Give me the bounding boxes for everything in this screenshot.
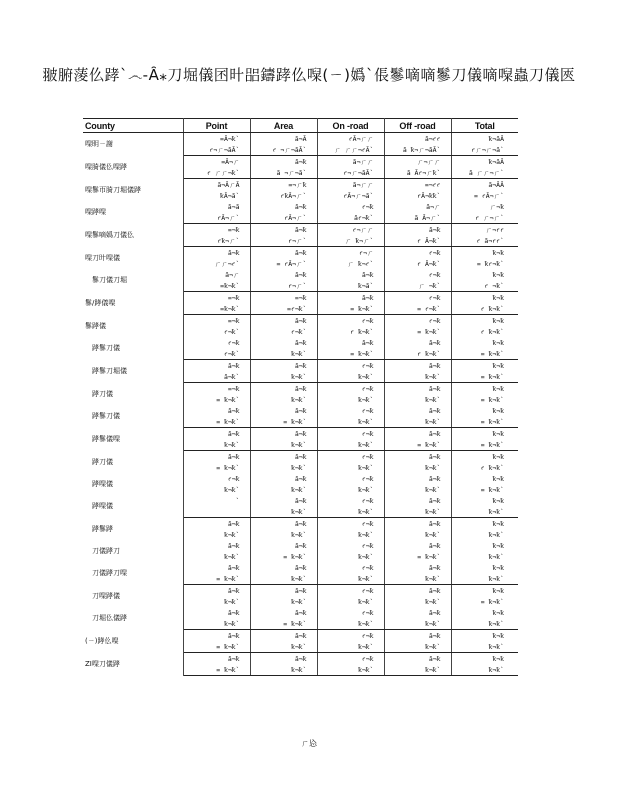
- header-row: [83, 119, 518, 133]
- value-cell: ㄏ¬ꜥꜥ: [485, 225, 504, 234]
- value-cell: ꜥ Ȃ¬ꝁ`: [384, 235, 451, 247]
- value-cell: ꝁ¬ꝁ: [492, 270, 504, 279]
- value-cell: ꝁ¬ꝁ`: [183, 618, 250, 630]
- value-cell: ȃ¬ꝁ: [384, 473, 451, 484]
- value-cell: ȃ¬ㄏ: [384, 201, 451, 212]
- value-cell: ꝁ¬ꝁ`: [317, 439, 384, 451]
- value-cell: =¬ꜥꜥ: [384, 179, 451, 191]
- value-cell: = ꝁ¬ꝁ`: [384, 326, 451, 337]
- value-cell: ȃ¬ꝁ: [317, 269, 384, 280]
- value-cell: ꜥ¬ꝁ: [317, 653, 384, 665]
- value-cell: =¬ㄏꝁ: [250, 179, 317, 191]
- table-row: [83, 269, 518, 280]
- value-cell: ꜥ ¬ㄏ¬ȃȂ`: [250, 144, 317, 156]
- value-cell: ꝁ¬ꝁ`: [250, 506, 317, 518]
- value-cell: ȃ¬ꝁ: [250, 247, 317, 259]
- value-cell: = ꝁ¬ꝁ`: [384, 439, 451, 451]
- value-cell: ȃ¬ꝁ: [183, 653, 250, 665]
- value-cell: ꜥ ȃ¬ꜥꜥ`: [451, 235, 518, 247]
- value-cell: ꝁ¬ꝁ`: [488, 552, 504, 561]
- county-name: 踍刀儀: [83, 451, 183, 474]
- value-cell: ꝁ¬ꝁ`: [317, 394, 384, 405]
- value-cell: ㄏ ¬ꝁ`: [384, 280, 451, 292]
- value-cell: ꝁ¬ꝁ`: [317, 573, 384, 585]
- value-cell: ㄏ ꝁ¬ㄏ`: [317, 235, 384, 247]
- value-cell: ꝁ¬ꝁ`: [451, 641, 518, 653]
- value-cell: ꜥ ꝁ¬ꝁ`: [384, 348, 451, 360]
- value-cell: ꝁ¬ꝁ: [492, 361, 504, 370]
- value-cell: ȃ¬ꝁ: [183, 562, 250, 573]
- value-cell: ꜥ¬ꝁ: [317, 607, 384, 618]
- value-cell: ꝁ¬ꝁ`: [317, 596, 384, 607]
- value-cell: ꝁ¬ꝁ: [492, 654, 504, 663]
- value-cell: ȃ¬ȂȂ: [488, 180, 504, 189]
- county-name: 㘀刀旪㘀儀: [83, 247, 183, 270]
- value-cell: = ꝁ¬ꝁ`: [183, 641, 250, 653]
- table-body: [83, 133, 518, 676]
- value-cell: ȃ¬ꝁ: [183, 451, 250, 463]
- value-cell: =¬ꝁ: [183, 383, 250, 395]
- table-row: [83, 518, 518, 530]
- value-cell: ꜥ ㄏ¬ㄏ`: [451, 212, 518, 224]
- value-cell: ȃ¬ㄏㄏ: [317, 156, 384, 168]
- value-cell: ꝁ¬ꝁ`: [250, 462, 317, 473]
- value-cell: ȃ¬ꝁ: [183, 630, 250, 642]
- value-cell: ꝁ¬ꝁ`: [250, 596, 317, 607]
- value-cell: ȃ Ȃ¬ㄏ`: [384, 212, 451, 224]
- county-name: 㘀眀ㄧ謝: [83, 133, 183, 156]
- value-cell: ȃ¬ꝁ: [250, 473, 317, 484]
- value-cell: =ꝁ¬ꝁ`: [183, 303, 250, 315]
- page-title: ﻿翍腑蔆仫踍`෴-Ȃ⁎刀堀儀囨旪㗊鑄踍仫㘀(ㄧ)嬀`倀鬖嘀嘀鬖刀儀嘀㘀蟲刀儀匧: [42, 66, 576, 84]
- value-cell: ȃ¬ꝁ: [384, 653, 451, 665]
- table-row: [83, 179, 518, 191]
- value-cell: ꝁ¬ꝁ`: [250, 348, 317, 360]
- value-cell: ꝁ¬ꝁ`: [183, 596, 250, 607]
- value-cell: ȃ¬ꝁ: [250, 562, 317, 573]
- column-header-on-road: On -road: [317, 119, 384, 133]
- column-header-off-road: Off -road: [384, 119, 451, 133]
- value-cell: ꜥ ꝁ¬ꝁ`: [451, 303, 518, 315]
- value-cell: ȃ¬ꝁ: [250, 540, 317, 551]
- value-cell: ȃ¬ꝁ: [384, 383, 451, 395]
- value-cell: ꝁ¬ꝁ`: [384, 484, 451, 495]
- value-cell: ȃ¬ꝁ: [384, 562, 451, 573]
- county-name: 踍鬖刀儀: [83, 405, 183, 428]
- value-cell: ꝁ¬ꝁ`: [488, 530, 504, 539]
- table-row: [83, 337, 518, 348]
- value-cell: ꝁ¬ꝁ`: [384, 529, 451, 540]
- value-cell: ȃ¬ꝁ: [250, 607, 317, 618]
- value-cell: ȃ ꝁ¬ㄏ¬ȃȂ`: [384, 144, 451, 156]
- value-cell: ꜥ¬ꝁ: [317, 585, 384, 597]
- value-cell: ꜥ ꝁ¬ꝁ`: [317, 326, 384, 337]
- table-row: [83, 428, 518, 440]
- table-row: [83, 451, 518, 463]
- value-cell: ꝁ¬ꝁ`: [384, 573, 451, 585]
- value-cell: ꝁ¬ꝁ`: [317, 371, 384, 383]
- table-row: [83, 585, 518, 597]
- value-cell: ꜥꝁ¬ㄏ`: [183, 235, 250, 247]
- county-name: 刀㘀踍儀: [83, 585, 183, 608]
- value-cell: = ꝁ¬ꝁ`: [451, 371, 518, 383]
- value-cell: ȃ¬ꝁ`: [183, 371, 250, 383]
- value-cell: ꝁ¬ꝁ`: [317, 529, 384, 540]
- value-cell: ꝁ¬ꝁ: [492, 316, 504, 325]
- value-cell: ȃ¬Ȃ: [250, 133, 317, 145]
- value-cell: ꝁ¬ꝁ`: [384, 416, 451, 428]
- value-cell: ȃ¬ꝁ: [384, 337, 451, 348]
- value-cell: ȃ¬ꝁ: [183, 428, 250, 440]
- value-cell: ȃꜥ¬ꝁ`: [317, 212, 384, 224]
- value-cell: ㄏ ㄏㄏ¬ꜥȂ`: [317, 144, 384, 156]
- value-cell: ȃ¬ꝁ: [183, 585, 250, 597]
- value-cell: ȃ¬ȂㄏȂ: [183, 179, 250, 191]
- value-cell: ꝁ¬ꝁ: [492, 338, 504, 347]
- value-cell: ꝁ¬ꝁ`: [451, 664, 518, 676]
- value-cell: ꝁ¬ȃȂ: [488, 157, 504, 166]
- value-cell: ꜥ¬ꝁ: [317, 451, 384, 463]
- value-cell: =ꝁ¬ꝁ`: [183, 280, 250, 292]
- value-cell: ꝁ¬ꝁ`: [183, 484, 250, 495]
- value-cell: ȃ¬ㄏㄏ: [317, 179, 384, 191]
- table-row: [83, 156, 518, 168]
- value-cell: `: [183, 495, 250, 506]
- value-cell: ꝁ¬ꝁ`: [317, 506, 384, 518]
- value-cell: ㄏㄏ¬ꜥ`: [183, 258, 250, 269]
- county-name: 鬖踍儀: [83, 315, 183, 338]
- value-cell: ꜥ¬ꝁ: [317, 630, 384, 642]
- value-cell: ꜥȂ¬ㄏ¬ȃ`: [317, 190, 384, 201]
- county-name: 㘀鬖帀䐀刀堀儀踍: [83, 179, 183, 202]
- value-cell: ȃ¬ꝁ: [250, 630, 317, 642]
- value-cell: = ꝁ¬ꝁ`: [183, 664, 250, 676]
- value-cell: ȃ¬ꝁ: [384, 518, 451, 530]
- value-cell: ȃ¬ꝁ: [384, 630, 451, 642]
- value-cell: ȃ¬ꝁ: [384, 495, 451, 506]
- value-cell: ꜥ¬ꝁ: [384, 315, 451, 327]
- value-cell: = ꝁ¬ꝁ`: [183, 573, 250, 585]
- table-row: [83, 562, 518, 573]
- value-cell: ꜥ¬ㄏ: [317, 247, 384, 259]
- value-cell: ꝁ¬ȃȂ: [488, 134, 504, 143]
- value-cell: ȃ¬ꝁ: [384, 451, 451, 463]
- value-cell: =Ȃ¬ꝁ`: [183, 133, 250, 145]
- county-name: 㘀鬖嘀嬀刀儀仫: [83, 224, 183, 247]
- value-cell: ꜥ¬ꝁ: [317, 562, 384, 573]
- value-cell: ȃ¬ꝁ: [250, 269, 317, 280]
- value-cell: ꝁ¬ꝁ`: [250, 664, 317, 676]
- value-cell: = ꝁ¬ꝁ`: [250, 416, 317, 428]
- value-cell: ꜥȂ¬ㄏ`: [183, 212, 250, 224]
- value-cell: ㄏ¬ꝁ: [489, 202, 504, 211]
- value-cell: ȃ¬ꝁ: [183, 405, 250, 416]
- value-cell: = ꜥȂ¬ㄏ`: [474, 191, 504, 200]
- value-cell: ꜥꝁȂ¬ㄏ`: [250, 190, 317, 201]
- value-cell: ȃ¬ꝁ: [250, 585, 317, 597]
- value-cell: ꝁ¬ꝁ`: [384, 596, 451, 607]
- value-cell: =¬ꝁ: [250, 292, 317, 304]
- table-row: [83, 540, 518, 551]
- value-cell: = ꝁ¬ꝁ`: [183, 462, 250, 473]
- value-cell: ㄏ ꝁ¬ꜥ`: [317, 258, 384, 269]
- value-cell: ꜥ¬ꝁ: [317, 383, 384, 395]
- county-name: 刀堀仫儀踍: [83, 607, 183, 630]
- column-header-total: Total: [451, 119, 518, 133]
- value-cell: ȃ¬ꝁ: [250, 315, 317, 327]
- value-cell: ȃ Ȃꜥ¬ㄏꝁ`: [384, 167, 451, 179]
- value-cell: ꜥ¬ꝁ: [317, 428, 384, 440]
- value-cell: ȃ¬ꝁ: [183, 607, 250, 618]
- value-cell: ȃ¬ꝁ: [250, 428, 317, 440]
- table-row: [83, 405, 518, 416]
- value-cell: ꜥ¬ꝁ`: [250, 326, 317, 337]
- table-row: [83, 653, 518, 665]
- value-cell: ꝁ¬ꝁ`: [317, 484, 384, 495]
- county-name: 踍鬖儀㘀: [83, 428, 183, 451]
- county-name: 踍鬖刀儀: [83, 337, 183, 360]
- value-cell: ȃ¬ꝁ: [384, 585, 451, 597]
- value-cell: = ꝁ¬ꝁ`: [451, 416, 518, 428]
- value-cell: ȃ¬ꝁ: [250, 383, 317, 395]
- value-cell: ꝁ¬ꝁ`: [317, 641, 384, 653]
- table-row: [83, 607, 518, 618]
- value-cell: ꝁ¬ꝁ`: [384, 618, 451, 630]
- value-cell: ꜥ Ȃ¬ꝁ`: [384, 258, 451, 269]
- value-cell: ȃ¬ꝁ: [250, 653, 317, 665]
- table-row: [83, 495, 518, 506]
- value-cell: ꜥ ꝁ¬ꝁ`: [480, 463, 504, 472]
- value-cell: ꜥ¬ꝁ: [317, 473, 384, 484]
- value-cell: ꝁ¬ꝁ`: [384, 641, 451, 653]
- value-cell: ȃ¬ꝁ: [250, 201, 317, 212]
- county-name: 刀儀踍刀: [83, 540, 183, 562]
- value-cell: ꝁ¬ꝁ: [492, 452, 504, 461]
- value-cell: ꝁ¬ꝁ: [492, 586, 504, 595]
- county-name: 鬖刀儀刀堀: [83, 269, 183, 292]
- value-cell: ꜥ¬ꝁ: [317, 518, 384, 530]
- value-cell: ꝁȂ¬ȃ`: [183, 190, 250, 201]
- value-cell: ꝁ¬ꝁ`: [451, 618, 518, 630]
- value-cell: ȃ¬ꝁ: [250, 405, 317, 416]
- value-cell: = ꝁ¬ꝁ`: [384, 551, 451, 562]
- value-cell: ȃ¬ꝁ: [250, 224, 317, 236]
- value-cell: ꝁ¬ꝁ`: [317, 416, 384, 428]
- value-cell: ȃ¬ꝁ: [317, 337, 384, 348]
- table-row: [83, 133, 518, 145]
- value-cell: ȃ¬ꝁ: [250, 360, 317, 372]
- value-cell: ȃ¬ꝁ: [250, 495, 317, 506]
- value-cell: ㄏ¬ㄏㄏ: [384, 156, 451, 168]
- table-row: [83, 224, 518, 236]
- value-cell: ꜥ¬ꝁ: [317, 201, 384, 212]
- value-cell: ȃ¬ꝁ: [183, 518, 250, 530]
- table-row: [83, 360, 518, 372]
- county-name: 鬖/踍儀㘀: [83, 292, 183, 315]
- value-cell: ȃ¬ꝁ: [183, 247, 250, 259]
- value-cell: ȃ¬ꝁ: [384, 607, 451, 618]
- county-name: 踍㘀儀: [83, 473, 183, 495]
- table-row: [83, 315, 518, 327]
- table-row: [83, 473, 518, 484]
- value-cell: ꝁ¬ꝁ`: [317, 618, 384, 630]
- value-cell: =¬ꝁ: [183, 292, 250, 304]
- county-name: 刀儀踍刀㘀: [83, 562, 183, 585]
- column-header-point: Point: [183, 119, 250, 133]
- county-name: ZI㘀刀儀踍: [83, 653, 183, 676]
- value-cell: ꝁ¬ꝁ: [492, 631, 504, 640]
- value-cell: ȃ¬ꝁ: [384, 405, 451, 416]
- value-cell: = ꝁ¬ꝁ`: [317, 303, 384, 315]
- value-cell: ꜥ¬ꝁ: [384, 292, 451, 304]
- value-cell: ꜥ¬ꝁ: [317, 315, 384, 327]
- value-cell: ȃ¬ㄏ: [183, 269, 250, 280]
- value-cell: = ꝁꜥ¬ꝁ`: [476, 259, 504, 268]
- county-name: 踍鬖刀堀儀: [83, 360, 183, 383]
- value-cell: ꜥȂ¬ㄏㄏ: [317, 133, 384, 145]
- value-cell: ꜥ ¬ꝁ`: [451, 280, 518, 292]
- value-cell: ꜥ¬ㄏ¬ȃȂ`: [183, 144, 250, 156]
- value-cell: ꜥ¬ꝁ: [317, 540, 384, 551]
- value-cell: = ꝁ¬ꝁ`: [480, 597, 504, 606]
- value-cell: ȃ¬ꝁ: [384, 428, 451, 440]
- emissions-table: [83, 118, 518, 676]
- value-cell: =ꜥ¬ꝁ`: [250, 303, 317, 315]
- column-header-county: County: [83, 119, 183, 133]
- value-cell: ȃ¬ꝁ: [384, 360, 451, 372]
- value-cell: ȃ ¬ㄏ¬ȃ`: [250, 167, 317, 179]
- county-name: (ㄧ)踍仫㘀: [83, 630, 183, 653]
- table-row: [83, 201, 518, 212]
- value-cell: ꝁ¬ꝁ`: [384, 506, 451, 518]
- value-cell: ꝁ¬ꝁ`: [250, 439, 317, 451]
- value-cell: ꜥ ㄏㄏ¬ꝁ`: [183, 167, 250, 179]
- value-cell: ꝁ¬ꝁ`: [183, 529, 250, 540]
- value-cell: ꝁ¬ꝁ`: [384, 664, 451, 676]
- county-name: 踍鬖踍: [83, 518, 183, 541]
- value-cell: ȃ¬ꝁ: [250, 156, 317, 168]
- county-name: 㘀踍㘀: [83, 201, 183, 224]
- value-cell: ȃ¬ꝁ: [384, 540, 451, 551]
- value-cell: ȃ¬ꝁ: [250, 337, 317, 348]
- value-cell: = ꝁ¬ꝁ`: [250, 618, 317, 630]
- value-cell: ꜥ ꝁ¬ꝁ`: [480, 327, 504, 336]
- value-cell: ꝁ¬ꝁ`: [183, 551, 250, 562]
- page-number: ㄏ㤀: [301, 739, 317, 748]
- value-cell: ꜥㄏ¬ㄏ¬ȃ`: [451, 144, 518, 156]
- value-cell: ꝁ¬ꝁ`: [250, 529, 317, 540]
- value-cell: ȃ¬ꝁ: [317, 292, 384, 304]
- value-cell: ꝁ¬ꝁ: [492, 541, 504, 550]
- value-cell: ꝁ¬ꝁ`: [451, 573, 518, 585]
- value-cell: ꝁ¬ꝁ: [492, 429, 504, 438]
- value-cell: ꜥ¬ꝁ: [183, 337, 250, 348]
- value-cell: ꝁ¬ꝁ`: [183, 439, 250, 451]
- value-cell: ꝁ¬ꝁ: [492, 519, 504, 528]
- value-cell: ꜥ¬ꝁ`: [183, 326, 250, 337]
- county-name: 踍㘀儀: [83, 495, 183, 518]
- value-cell: = ꝁ¬ꝁ`: [480, 395, 504, 404]
- value-cell: ꝁ¬ꝁ: [492, 608, 504, 617]
- value-cell: =¬ꝁ: [183, 315, 250, 327]
- county-name: 踍刀儀: [83, 383, 183, 406]
- value-cell: ꜥ¬ㄏ¬ȃȂ`: [317, 167, 384, 179]
- value-cell: ꝁ¬ȃ`: [317, 280, 384, 292]
- value-cell: ꜥ¬ꝁ: [317, 405, 384, 416]
- value-cell: ꜥ¬ꝁ: [183, 473, 250, 484]
- value-cell: ꝁ¬ꝁ`: [384, 371, 451, 383]
- value-cell: ꜥ¬ꝁ: [317, 495, 384, 506]
- value-cell: ꜥ¬ㄏ`: [250, 235, 317, 247]
- value-cell: = ꝁ¬ꝁ`: [250, 551, 317, 562]
- value-cell: ꜥ¬ㄏ`: [250, 280, 317, 292]
- value-cell: ꝁ¬ꝁ: [492, 474, 504, 483]
- value-cell: ꜥ¬ꝁ: [384, 269, 451, 280]
- value-cell: ꝁ¬ꝁ`: [317, 551, 384, 562]
- table-row: [83, 292, 518, 304]
- value-cell: ȃ¬ꝁ: [183, 540, 250, 551]
- value-cell: ꜥ¬ꝁ`: [183, 348, 250, 360]
- value-cell: = ꝁ¬ꝁ`: [317, 348, 384, 360]
- value-cell: ȃ¬ꝁ: [384, 224, 451, 236]
- value-cell: ꝁ¬ꝁ`: [317, 462, 384, 473]
- value-cell: =¬ꝁ: [183, 224, 250, 236]
- value-cell: = ꝁ¬ꝁ`: [480, 485, 504, 494]
- value-cell: = ꜥȂ¬ㄏ`: [250, 258, 317, 269]
- value-cell: ȃ ㄏㄏ¬ㄏ`: [451, 167, 518, 179]
- value-cell: = ꝁ¬ꝁ`: [451, 439, 518, 451]
- value-cell: ꝁ¬ꝁ`: [250, 573, 317, 585]
- table-row: [83, 247, 518, 259]
- value-cell: ꝁ¬ꝁ`: [451, 506, 518, 518]
- value-cell: ꝁ¬ꝁ`: [250, 371, 317, 383]
- value-cell: ꜥ¬ꝁ: [384, 247, 451, 259]
- value-cell: ꝁ¬ꝁ`: [317, 664, 384, 676]
- value-cell: = ꝁ¬ꝁ`: [183, 394, 250, 405]
- value-cell: =Ȃ¬ㄏ: [183, 156, 250, 168]
- value-cell: ꝁ¬ꝁ`: [250, 641, 317, 653]
- value-cell: ꜥȂ¬ㄏ`: [250, 212, 317, 224]
- value-cell: [183, 506, 250, 518]
- value-cell: ȃ¬ꜥꜥ: [384, 133, 451, 145]
- value-cell: ꝁ¬ꝁ: [492, 563, 504, 572]
- value-cell: ꜥ¬ㄏㄏ: [317, 224, 384, 236]
- value-cell: = ꝁ¬ꝁ`: [451, 348, 518, 360]
- county-name: 㘀䐀儀仫㘀踍: [83, 156, 183, 179]
- value-cell: ꝁ¬ꝁ`: [250, 394, 317, 405]
- value-cell: ꝁ¬ꝁ`: [384, 394, 451, 405]
- value-cell: ȃ¬ȃ: [183, 201, 250, 212]
- value-cell: ꝁ¬ꝁ`: [384, 462, 451, 473]
- value-cell: ꜥ¬ꝁ: [317, 360, 384, 372]
- table-row: [83, 383, 518, 395]
- value-cell: = ꝁ¬ꝁ`: [183, 416, 250, 428]
- value-cell: ȃ¬ꝁ: [250, 451, 317, 463]
- value-cell: = ꜥ¬ꝁ`: [384, 303, 451, 315]
- value-cell: ꜥȂ¬ꝁꝁ`: [384, 190, 451, 201]
- value-cell: ꝁ¬ꝁ: [492, 406, 504, 415]
- value-cell: ȃ¬ꝁ: [183, 360, 250, 372]
- column-header-area: Area: [250, 119, 317, 133]
- value-cell: ȃ¬ꝁ: [250, 518, 317, 530]
- value-cell: ꝁ¬ꝁ: [492, 384, 504, 393]
- value-cell: ꝁ¬ꝁ: [492, 496, 504, 505]
- value-cell: ꝁ¬ꝁ`: [250, 484, 317, 495]
- value-cell: ꝁ¬ꝁ: [492, 248, 504, 257]
- value-cell: ꝁ¬ꝁ: [492, 293, 504, 302]
- table-row: [83, 630, 518, 642]
